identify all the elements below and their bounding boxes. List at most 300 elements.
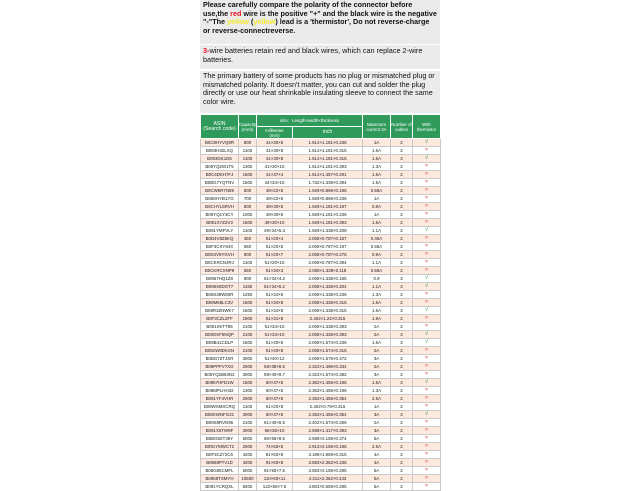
inch-cell: 3.189×1.969×0.315 [293, 451, 363, 459]
cross-icon: × [413, 267, 441, 275]
cross-icon: × [413, 219, 441, 227]
table-row [201, 219, 441, 227]
inch-cell: 4.803×0.559×0.295 [293, 483, 363, 491]
max-current-cell: 1.6A [363, 299, 391, 307]
check-icon: √ [413, 227, 441, 235]
cross-icon: × [413, 315, 441, 323]
cables-cell: 2 [391, 443, 413, 451]
capacity-cell: 1600 [239, 219, 257, 227]
capacity-cell: 2100 [239, 323, 257, 331]
asin-cell: B0958P7V1D [201, 459, 239, 467]
inch-cell: 2.363×1.456×0.354 [293, 411, 363, 419]
asin-cell: B08S39W83R [201, 291, 239, 299]
inch-cell: 2.008×0.787×0.276 [293, 251, 363, 259]
table-row [201, 267, 441, 275]
capacity-cell: 800 [239, 139, 257, 147]
max-current-cell: 2.5A [363, 443, 391, 451]
asin-cell: B08MPLHH32 [201, 387, 239, 395]
asin-cell: B0CHYL5RVH [201, 203, 239, 211]
cables-cell: 3 [391, 275, 413, 283]
millimeter-cell: 60×37×5 [257, 379, 293, 387]
millimeter-cell: 51×34×8 [257, 299, 293, 307]
capacity-cell: 3000 [239, 427, 257, 435]
cables-cell: 2 [391, 419, 413, 427]
millimeter-cell: 51×34×4.2 [257, 275, 293, 283]
capacity-cell: 550 [239, 243, 257, 251]
inch-cell: 2.008×0.787×0.157 [293, 235, 363, 243]
inch-cell: 3.583×2.362×0.236 [293, 459, 363, 467]
cables-cell: 3 [391, 307, 413, 315]
cables-cell: 2 [391, 483, 413, 491]
asin-cell: B09YQ2B83N2 [201, 371, 239, 379]
max-current-cell: 1A [363, 403, 391, 411]
cross-icon: × [413, 179, 441, 187]
inch-cell: 4.311×2.362×0.433 [293, 475, 363, 483]
asin-cell: B091YMWC72 [201, 443, 239, 451]
asin-cell: B0957HFD1W [201, 379, 239, 387]
millimeter-cell: 51×20×10 [257, 259, 293, 267]
cables-cell: 2 [391, 371, 413, 379]
check-icon: √ [413, 155, 441, 163]
inch-cell: 1.929×0.866×0.236 [293, 195, 363, 203]
asin-cell: B09YQ2W1T5 [201, 163, 239, 171]
max-current-cell: 0.55A [363, 243, 391, 251]
cables-cell: 2 [391, 459, 413, 467]
inch-cell: 1.732×1.339×0.394 [293, 179, 363, 187]
max-current-cell: 1.1A [363, 283, 391, 291]
cross-icon: × [413, 251, 441, 259]
cables-cell: 3 [391, 331, 413, 339]
cross-icon: × [413, 443, 441, 451]
table-row [201, 171, 441, 179]
inch-cell: 2.008×1.338×0.315 [293, 299, 363, 307]
millimeter-cell: 49×30×10 [257, 219, 293, 227]
table-row [201, 291, 441, 299]
table-row [201, 147, 441, 155]
capacity-cell: 1100 [239, 147, 257, 155]
battery-spec-table [200, 114, 441, 491]
cross-icon: × [413, 211, 441, 219]
inch-cell: 2.363×1.456×0.196 [293, 387, 363, 395]
capacity-cell: 900 [239, 275, 257, 283]
warning-text-b: wire is the positive "+" and the black wire is the negative "-"The [203, 8, 437, 27]
capacity-cell: 1600 [239, 171, 257, 179]
max-current-cell: 3A [363, 355, 391, 363]
asin-cell: B098X8DGT7 [201, 283, 239, 291]
max-current-cell: 1A [363, 139, 391, 147]
max-current-cell: 1.1A [363, 259, 391, 267]
table-row [201, 419, 441, 427]
asin-cell: B091XKTT95 [201, 323, 239, 331]
capacity-cell: 1300 [239, 163, 257, 171]
millimeter-cell: 51×20×5 [257, 243, 293, 251]
inch-cell: 2.402×1.574×0.256 [293, 419, 363, 427]
cross-icon: × [413, 403, 441, 411]
max-current-cell: 1A [363, 195, 391, 203]
inch-cell: 2.008×1.338×0.118 [293, 267, 363, 275]
max-current-cell: 2.5A [363, 395, 391, 403]
polarity-warning [200, 0, 440, 44]
check-icon: √ [413, 339, 441, 347]
max-current-cell: 1.9A [363, 315, 391, 323]
asin-cell: B093GK1D6 [201, 155, 239, 163]
max-current-cell: 2A [363, 419, 391, 427]
millimeter-cell: 74×55×5 [257, 443, 293, 451]
check-icon: √ [413, 139, 441, 147]
max-current-cell: 0.55A [363, 267, 391, 275]
header-size: size：Length×width×thickness [257, 115, 363, 127]
table-row [201, 483, 441, 491]
max-current-cell: 3A [363, 411, 391, 419]
check-icon: √ [413, 411, 441, 419]
table-row [201, 235, 441, 243]
cross-icon: × [413, 203, 441, 211]
capacity-cell: 3000 [239, 355, 257, 363]
table-row [201, 379, 441, 387]
table-row [201, 355, 441, 363]
table-row [201, 179, 441, 187]
inch-cell: 1.929×1.181×0.236 [293, 211, 363, 219]
table-row [201, 315, 441, 323]
cables-cell: 2 [391, 427, 413, 435]
max-current-cell: 5A [363, 483, 391, 491]
max-current-cell: 3A [363, 427, 391, 435]
table-row [201, 475, 441, 483]
capacity-cell: 1250 [239, 291, 257, 299]
max-current-cell: 1.3A [363, 387, 391, 395]
capacity-cell: 1900 [239, 315, 257, 323]
millimeter-cell: 51×34×10 [257, 323, 293, 331]
cross-icon: × [413, 147, 441, 155]
cross-icon: × [413, 483, 441, 491]
max-current-cell: 1A [363, 211, 391, 219]
plug-mismatch-text: The primary battery of some products has no plug or mismatched plug or mismatched polarity. It doesn't matter, you can cut and solder the plug directly or use our heat shrinkable insulating sleeve to connect the same color wire. [203, 71, 435, 107]
check-icon: √ [413, 331, 441, 339]
inch-cell: 2.363×1.456×0.354 [293, 395, 363, 403]
inch-cell: 1.614×1.181×0.236 [293, 139, 363, 147]
capacity-cell: 450 [239, 235, 257, 243]
three-wire-note [200, 45, 440, 69]
three-wire-text: wire batteries retain red and black wires, which can replace 2-wire batteries. [203, 46, 423, 64]
cables-cell: 2 [391, 387, 413, 395]
capacity-cell: 900 [239, 251, 257, 259]
table-row [201, 299, 441, 307]
cables-cell: 3 [391, 411, 413, 419]
asin-cell: B0BG7ZTJSR [201, 355, 239, 363]
asin-cell: B09YQ1Y3CY [201, 211, 239, 219]
asin-cell: B091YMFVLY [201, 227, 239, 235]
asin-cell: B0957HQ1Z8 [201, 275, 239, 283]
inch-cell: 2.008×1.574×0.315 [293, 347, 363, 355]
check-icon: √ [413, 275, 441, 283]
check-icon: √ [413, 283, 441, 291]
millimeter-cell: 59×38×8.5 [257, 363, 293, 371]
max-current-cell: 0.8A [363, 203, 391, 211]
millimeter-cell: 41×30×8 [257, 155, 293, 163]
yellow-wire-word: yellow [226, 17, 249, 27]
max-current-cell: 1.3A [363, 163, 391, 171]
capacity-cell: 1600 [239, 307, 257, 315]
table-row [201, 251, 441, 259]
cables-cell: 2 [391, 395, 413, 403]
cables-cell: 2 [391, 451, 413, 459]
table-row [201, 459, 441, 467]
table-row [201, 307, 441, 315]
paren-close: ) [275, 17, 280, 27]
max-current-cell: 1.3A [363, 291, 391, 299]
cables-cell: 2 [391, 363, 413, 371]
capacity-cell: 1500 [239, 179, 257, 187]
cables-cell: 3 [391, 155, 413, 163]
warning-line-1: Please carefully compare the polarity of the connector before use, [203, 0, 413, 18]
table-row [201, 195, 441, 203]
inch-cell: 2.008×0.787×0.394 [293, 259, 363, 267]
capacity-cell: 1150 [239, 283, 257, 291]
table-row [201, 363, 441, 371]
cross-icon: × [413, 243, 441, 251]
millimeter-cell: 51×40×8 [257, 347, 293, 355]
inch-cell: 2.008×1.338×0.393 [293, 323, 363, 331]
max-current-cell: 1.6A [363, 219, 391, 227]
millimeter-cell: 51×20×7 [257, 251, 293, 259]
cables-cell: 2 [391, 299, 413, 307]
capacity-cell: 800 [239, 203, 257, 211]
asin-cell: B08SHYB1YG [201, 195, 239, 203]
max-current-cell: 1.1A [363, 227, 391, 235]
capacity-cell: 4200 [239, 459, 257, 467]
asin-cell: B091X5TW9F [201, 427, 239, 435]
millimeter-cell: 51×20×4 [257, 235, 293, 243]
max-current-cell: 1.6A [363, 155, 391, 163]
inch-cell: 2.008×0.787×0.197 [293, 243, 363, 251]
table-row [201, 275, 441, 283]
check-icon: √ [413, 379, 441, 387]
asin-cell: B0CKRCXNP9 [201, 267, 239, 275]
cross-icon: × [413, 323, 441, 331]
millimeter-cell: 51×34×10 [257, 331, 293, 339]
asin-cell: B093H32LXQ [201, 147, 239, 155]
capacity-cell: 5000 [239, 435, 257, 443]
asin-cell: B0F3CZL2FF [201, 315, 239, 323]
yellow-paren-word: yellow [253, 17, 276, 27]
cables-cell: 2 [391, 403, 413, 411]
header-capacity: Capacity (mAh) [239, 115, 257, 139]
cables-cell: 2 [391, 195, 413, 203]
millimeter-cell: 51×40×12 [257, 355, 293, 363]
cross-icon: × [413, 395, 441, 403]
cross-icon: × [413, 171, 441, 179]
inch-cell: 1.929×1.338×0.208 [293, 227, 363, 235]
asin-cell: B08B41CDLP [201, 339, 239, 347]
table-row [201, 443, 441, 451]
table-row [201, 387, 441, 395]
cross-icon: × [413, 459, 441, 467]
max-current-cell: 1.6A [363, 147, 391, 155]
max-current-cell: 1.5A [363, 379, 391, 387]
millimeter-cell: 41×37×4 [257, 171, 293, 179]
asin-cell: B091YF4VHR [201, 395, 239, 403]
max-current-cell: 3A [363, 371, 391, 379]
product-spec-sheet [200, 0, 440, 489]
table-row [201, 371, 441, 379]
table-row [201, 227, 441, 235]
max-current-cell: 4A [363, 451, 391, 459]
asin-cell: B0BG8ZT39Y [201, 435, 239, 443]
table-row [201, 339, 441, 347]
asin-cell: B09WSMXCRQ [201, 403, 239, 411]
asin-cell: B091YCRQXL [201, 483, 239, 491]
capacity-cell: 3000 [239, 371, 257, 379]
capacity-cell: 5000 [239, 467, 257, 475]
asin-cell: B08XWNFG31 [201, 411, 239, 419]
table-row [201, 395, 441, 403]
warning-text-a: the [217, 8, 231, 18]
millimeter-cell: 49×22×5 [257, 187, 293, 195]
asin-cell: B091XYZ2V3 [201, 219, 239, 227]
cables-cell: 3 [391, 379, 413, 387]
header-thermistor: With thermistor [413, 115, 441, 139]
millimeter-cell: 66×36×10 [257, 427, 293, 435]
asin-cell: B0C8HYVQ9R [201, 139, 239, 147]
millimeter-cell: 66×55×9.5 [257, 435, 293, 443]
capacity-cell: 2600 [239, 443, 257, 451]
max-current-cell: 1.6A [363, 307, 391, 315]
table-row [201, 411, 441, 419]
capacity-cell: 550 [239, 267, 257, 275]
millimeter-cell: 44×34×10 [257, 179, 293, 187]
asin-cell: B09GKF5NQP [201, 331, 239, 339]
cross-icon: × [413, 187, 441, 195]
cross-icon: × [413, 467, 441, 475]
inch-cell: 2.008×1.338×0.315 [293, 307, 363, 315]
cables-cell: 2 [391, 267, 413, 275]
cross-icon: × [413, 299, 441, 307]
asin-cell: B08R3ZNWK7 [201, 307, 239, 315]
table-row [201, 187, 441, 195]
millimeter-cell: 41×30×8 [257, 147, 293, 155]
table-row [201, 323, 441, 331]
cross-icon: × [413, 475, 441, 483]
cables-cell: 2 [391, 259, 413, 267]
header-cables: Number of cables [391, 115, 413, 139]
cables-cell: 2 [391, 179, 413, 187]
cross-icon: × [413, 427, 441, 435]
table-row [201, 259, 441, 267]
millimeter-cell: 51×34×5.2 [257, 283, 293, 291]
header-max-current: Maximum current 3A [363, 115, 391, 139]
max-current-cell: 2A [363, 323, 391, 331]
asin-cell: B0958TSMYH [201, 475, 239, 483]
asin-cell: B08M68LC3V [201, 299, 239, 307]
capacity-cell: 1000 [239, 211, 257, 219]
spec-table-body [201, 139, 441, 491]
capacity-cell: 2100 [239, 331, 257, 339]
table-row [201, 451, 441, 459]
millimeter-cell: 110×60×11 [257, 475, 293, 483]
millimeter-cell: 61×20×8 [257, 403, 293, 411]
inch-cell: 2.598×1.417×0.393 [293, 427, 363, 435]
capacity-cell: 2500 [239, 395, 257, 403]
max-current-cell: 0.9A [363, 251, 391, 259]
cross-icon: × [413, 371, 441, 379]
inch-cell: 2.008×1.575×0.472 [293, 355, 363, 363]
table-row [201, 211, 441, 219]
max-current-cell: 5A [363, 475, 391, 483]
table-row [201, 403, 441, 411]
inch-cell: 2.008×1.338×0.165 [293, 275, 363, 283]
cables-cell: 2 [391, 171, 413, 179]
max-current-cell: 2A [363, 363, 391, 371]
asin-cell: B0F3CXY84X [201, 243, 239, 251]
millimeter-cell: 59×40×9.7 [257, 371, 293, 379]
paren-open: ( [248, 17, 254, 27]
cables-cell: 2 [391, 203, 413, 211]
cables-cell: 2 [391, 147, 413, 155]
max-current-cell: 1.6A [363, 171, 391, 179]
inch-cell: 2.402×1.22×0.315 [293, 315, 363, 323]
table-row [201, 427, 441, 435]
millimeter-cell: 60×37×9 [257, 395, 293, 403]
table-row [201, 331, 441, 339]
cross-icon: × [413, 259, 441, 267]
cross-icon: × [413, 291, 441, 299]
cables-cell: 2 [391, 211, 413, 219]
millimeter-cell: 122×65×7.5 [257, 483, 293, 491]
table-row [201, 283, 441, 291]
asin-cell: B0D4V8Z8KQ [201, 235, 239, 243]
millimeter-cell: 81×50×9 [257, 451, 293, 459]
millimeter-cell: 91×55×7.5 [257, 467, 293, 475]
millimeter-cell: 41×30×10 [257, 163, 293, 171]
inch-cell: 2.008×1.338×0.393 [293, 331, 363, 339]
millimeter-cell: 49×34×5.3 [257, 227, 293, 235]
cross-icon: × [413, 387, 441, 395]
cables-cell: 2 [391, 435, 413, 443]
cables-cell: 2 [391, 323, 413, 331]
millimeter-cell: 51×34×6 [257, 291, 293, 299]
table-row [201, 435, 441, 443]
cables-cell: 2 [391, 291, 413, 299]
capacity-cell: 1100 [239, 227, 257, 235]
table-row [201, 243, 441, 251]
cables-cell: 2 [391, 347, 413, 355]
cables-cell: 3 [391, 283, 413, 291]
millimeter-cell: 49×30×5 [257, 203, 293, 211]
capacity-cell: 10500 [239, 475, 257, 483]
cross-icon: × [413, 347, 441, 355]
millimeter-cell: 60×37×9 [257, 411, 293, 419]
max-current-cell: 2A [363, 347, 391, 355]
cables-cell: 2 [391, 475, 413, 483]
asin-cell: B0BG7YQTNV [201, 179, 239, 187]
inch-cell: 2.323×1.574×0.382 [293, 371, 363, 379]
capacity-cell: 2100 [239, 419, 257, 427]
millimeter-cell: 41×30×6 [257, 139, 293, 147]
max-current-cell: 0.45A [363, 235, 391, 243]
capacity-cell: 1100 [239, 259, 257, 267]
max-current-cell: 1.5A [363, 179, 391, 187]
cables-cell: 2 [391, 163, 413, 171]
table-row [201, 467, 441, 475]
asin-cell: B0CKRCN4RJ [201, 259, 239, 267]
millimeter-cell: 51×40×6 [257, 339, 293, 347]
table-row [201, 139, 441, 147]
millimeter-cell: 61×40×6.5 [257, 419, 293, 427]
header-inch: inch [293, 127, 363, 139]
max-current-cell: 0.9 [363, 275, 391, 283]
table-row [201, 203, 441, 211]
inch-cell: 3.583×2.165×0.295 [293, 467, 363, 475]
